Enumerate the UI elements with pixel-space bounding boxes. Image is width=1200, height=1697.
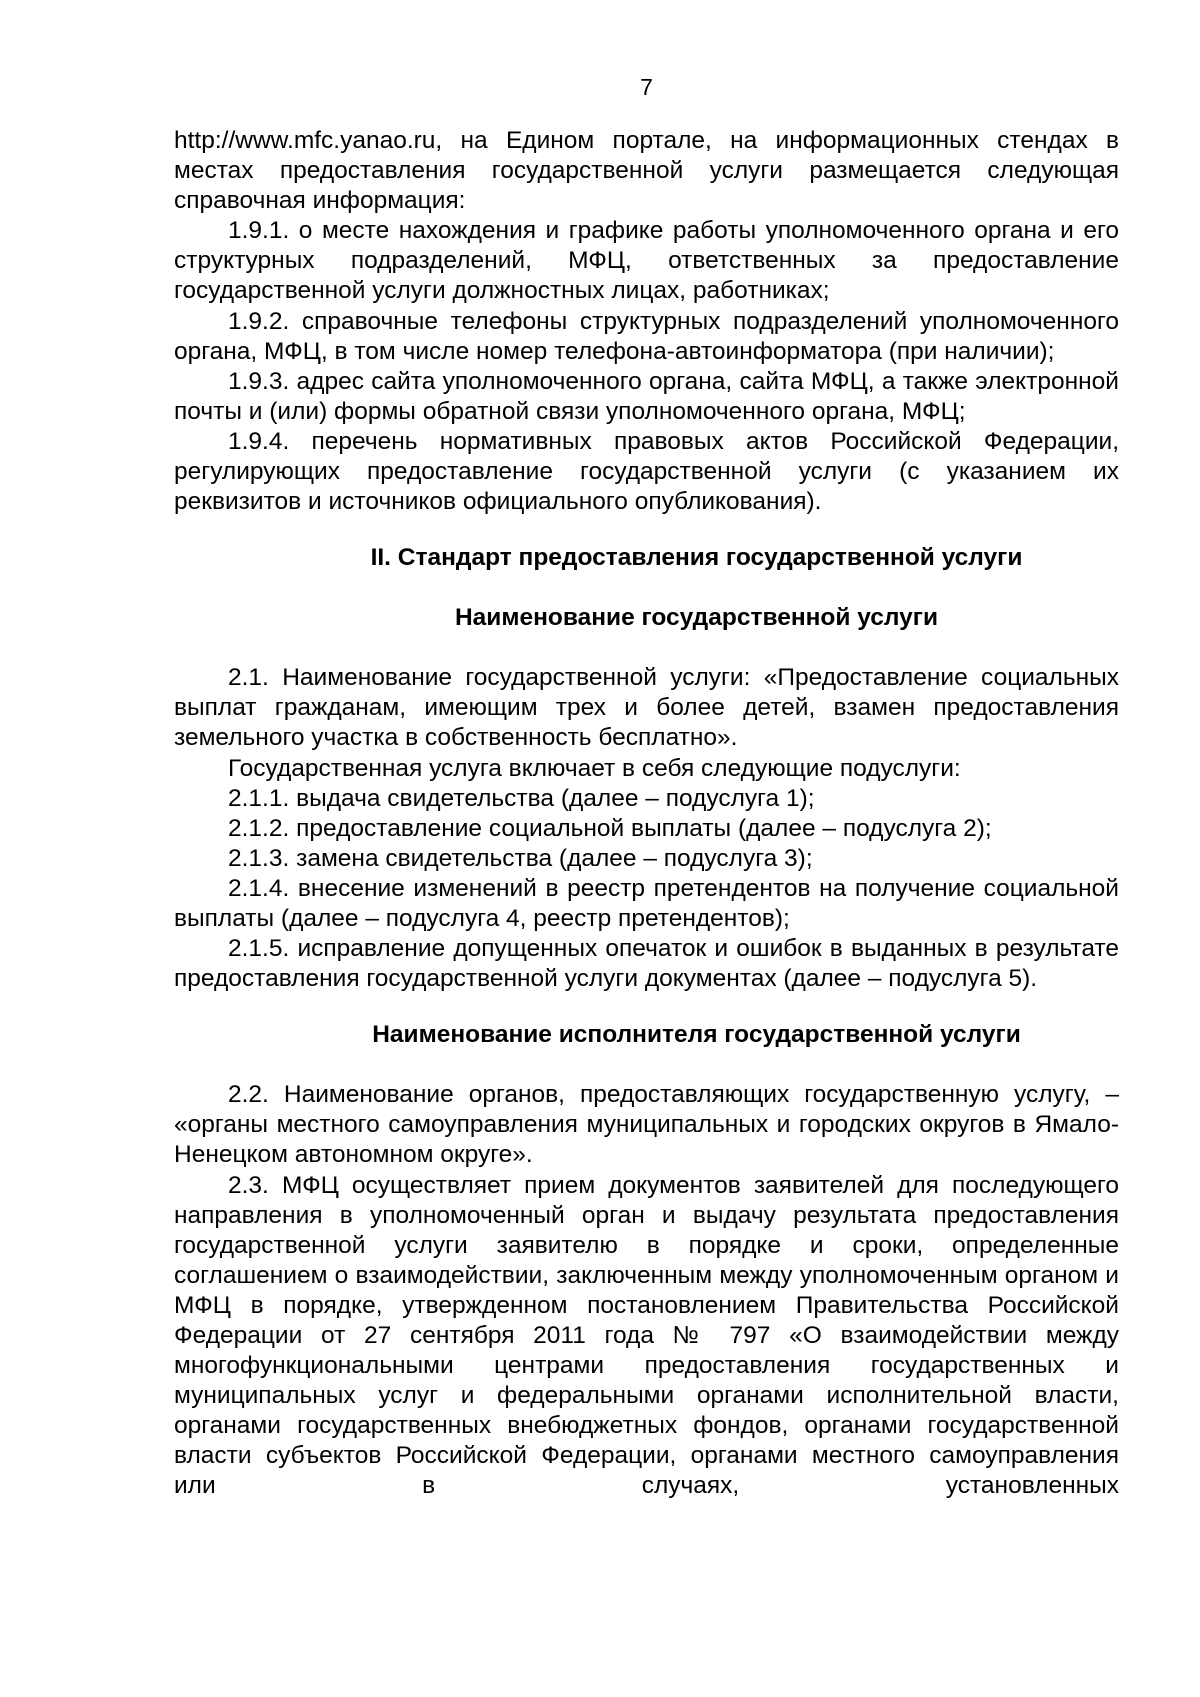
paragraph-1-9-4: 1.9.4. перечень нормативных правовых актов Российской Федерации, регулирующих предоставление государственной услуги (с указанием их реквизитов и источников официального опубликования).	[174, 427, 1119, 516]
paragraph-2-1-5: 2.1.5. исправление допущенных опечаток и ошибок в выданных в результате предоставления государственной услуги документах (далее – подуслуга 5).	[174, 935, 1119, 993]
paragraph-1-9-1: 1.9.1. о месте нахождения и графике работы уполномоченного органа и его структурных подразделений, МФЦ, ответственных за предоставление государственной услуги должностных лицах, работниках;	[174, 217, 1119, 305]
paragraph-2-1-2: 2.1.2. предоставление социальной выплаты (далее – подуслуга 2);	[228, 814, 992, 842]
subheading-service-executor: Наименование исполнителя государственной услуги	[372, 1021, 1021, 1049]
paragraph-2-1-1: 2.1.1. выдача свидетельства (далее – подуслуга 1);	[228, 784, 815, 812]
section-title: II. Стандарт предоставления государственной услуги	[370, 544, 1023, 572]
paragraph-1-9-3: 1.9.3. адрес сайта уполномоченного органа, сайта МФЦ, а также электронной почты и (или) формы обратной связи уполномоченного органа, МФЦ;	[174, 367, 1119, 425]
spacer	[174, 517, 1119, 543]
paragraph-2-1-3: 2.1.3. замена свидетельства (далее – подуслуга 3);	[228, 844, 813, 872]
spacer	[174, 1050, 1119, 1080]
paragraph-subservices-intro: Государственная услуга включает в себя следующие подуслуги:	[228, 754, 961, 782]
subheading-service-name: Наименование государственной услуги	[454, 604, 939, 632]
paragraph-1-9-2: 1.9.2. справочные телефоны структурных подразделений уполномоченного органа, МФЦ, в том числе номер телефона-автоинформатора (при наличии);	[174, 307, 1119, 365]
document-body	[174, 126, 1119, 1502]
paragraph-2-2: 2.2. Наименование органов, предоставляющих государственную услугу, – «органы местного самоуправления муниципальных и городских округов в Ямало-Ненецком автономном округе».	[174, 1081, 1119, 1169]
paragraph-2-3: 2.3. МФЦ осуществляет прием документов заявителей для последующего направления в уполномоченный орган и выдачу результата предоставления государственной услуги заявителю в порядке и сроки, определенные соглашением о взаимодействии, заключенным между уполномоченным органом и МФЦ в порядке, утвержденном постановлением Правительства Российской Федерации от 27 сентября 2011 года № 797 «О взаимодействии между многофункциональными центрами предоставления государственных и муниципальных услуг и федеральными органами исполнительной власти, органами государственных внебюджетных фондов, органами государственной власти субъектов Российской Федерации, органами местного самоуправления или в случаях, установленных	[174, 1171, 1119, 1500]
paragraph-info-intro: http://www.mfc.yanao.ru, на Едином портале, на информационных стендах в местах предоставления государственной услуги размещается следующая справочная информация:	[174, 127, 1119, 215]
paragraph-2-1-4: 2.1.4. внесение изменений в реестр претендентов на получение социальной выплаты (далее – подуслуга 4, реестр претендентов);	[174, 874, 1119, 932]
spacer	[174, 633, 1119, 663]
spacer	[174, 994, 1119, 1020]
paragraph-2-1: 2.1. Наименование государственной услуги: «Предоставление социальных выплат гражданам, имеющим трех и более детей, взамен предоставления земельного участка в собственность бесплатно».	[174, 664, 1119, 752]
spacer	[174, 573, 1119, 603]
page-number: 7	[640, 74, 653, 100]
